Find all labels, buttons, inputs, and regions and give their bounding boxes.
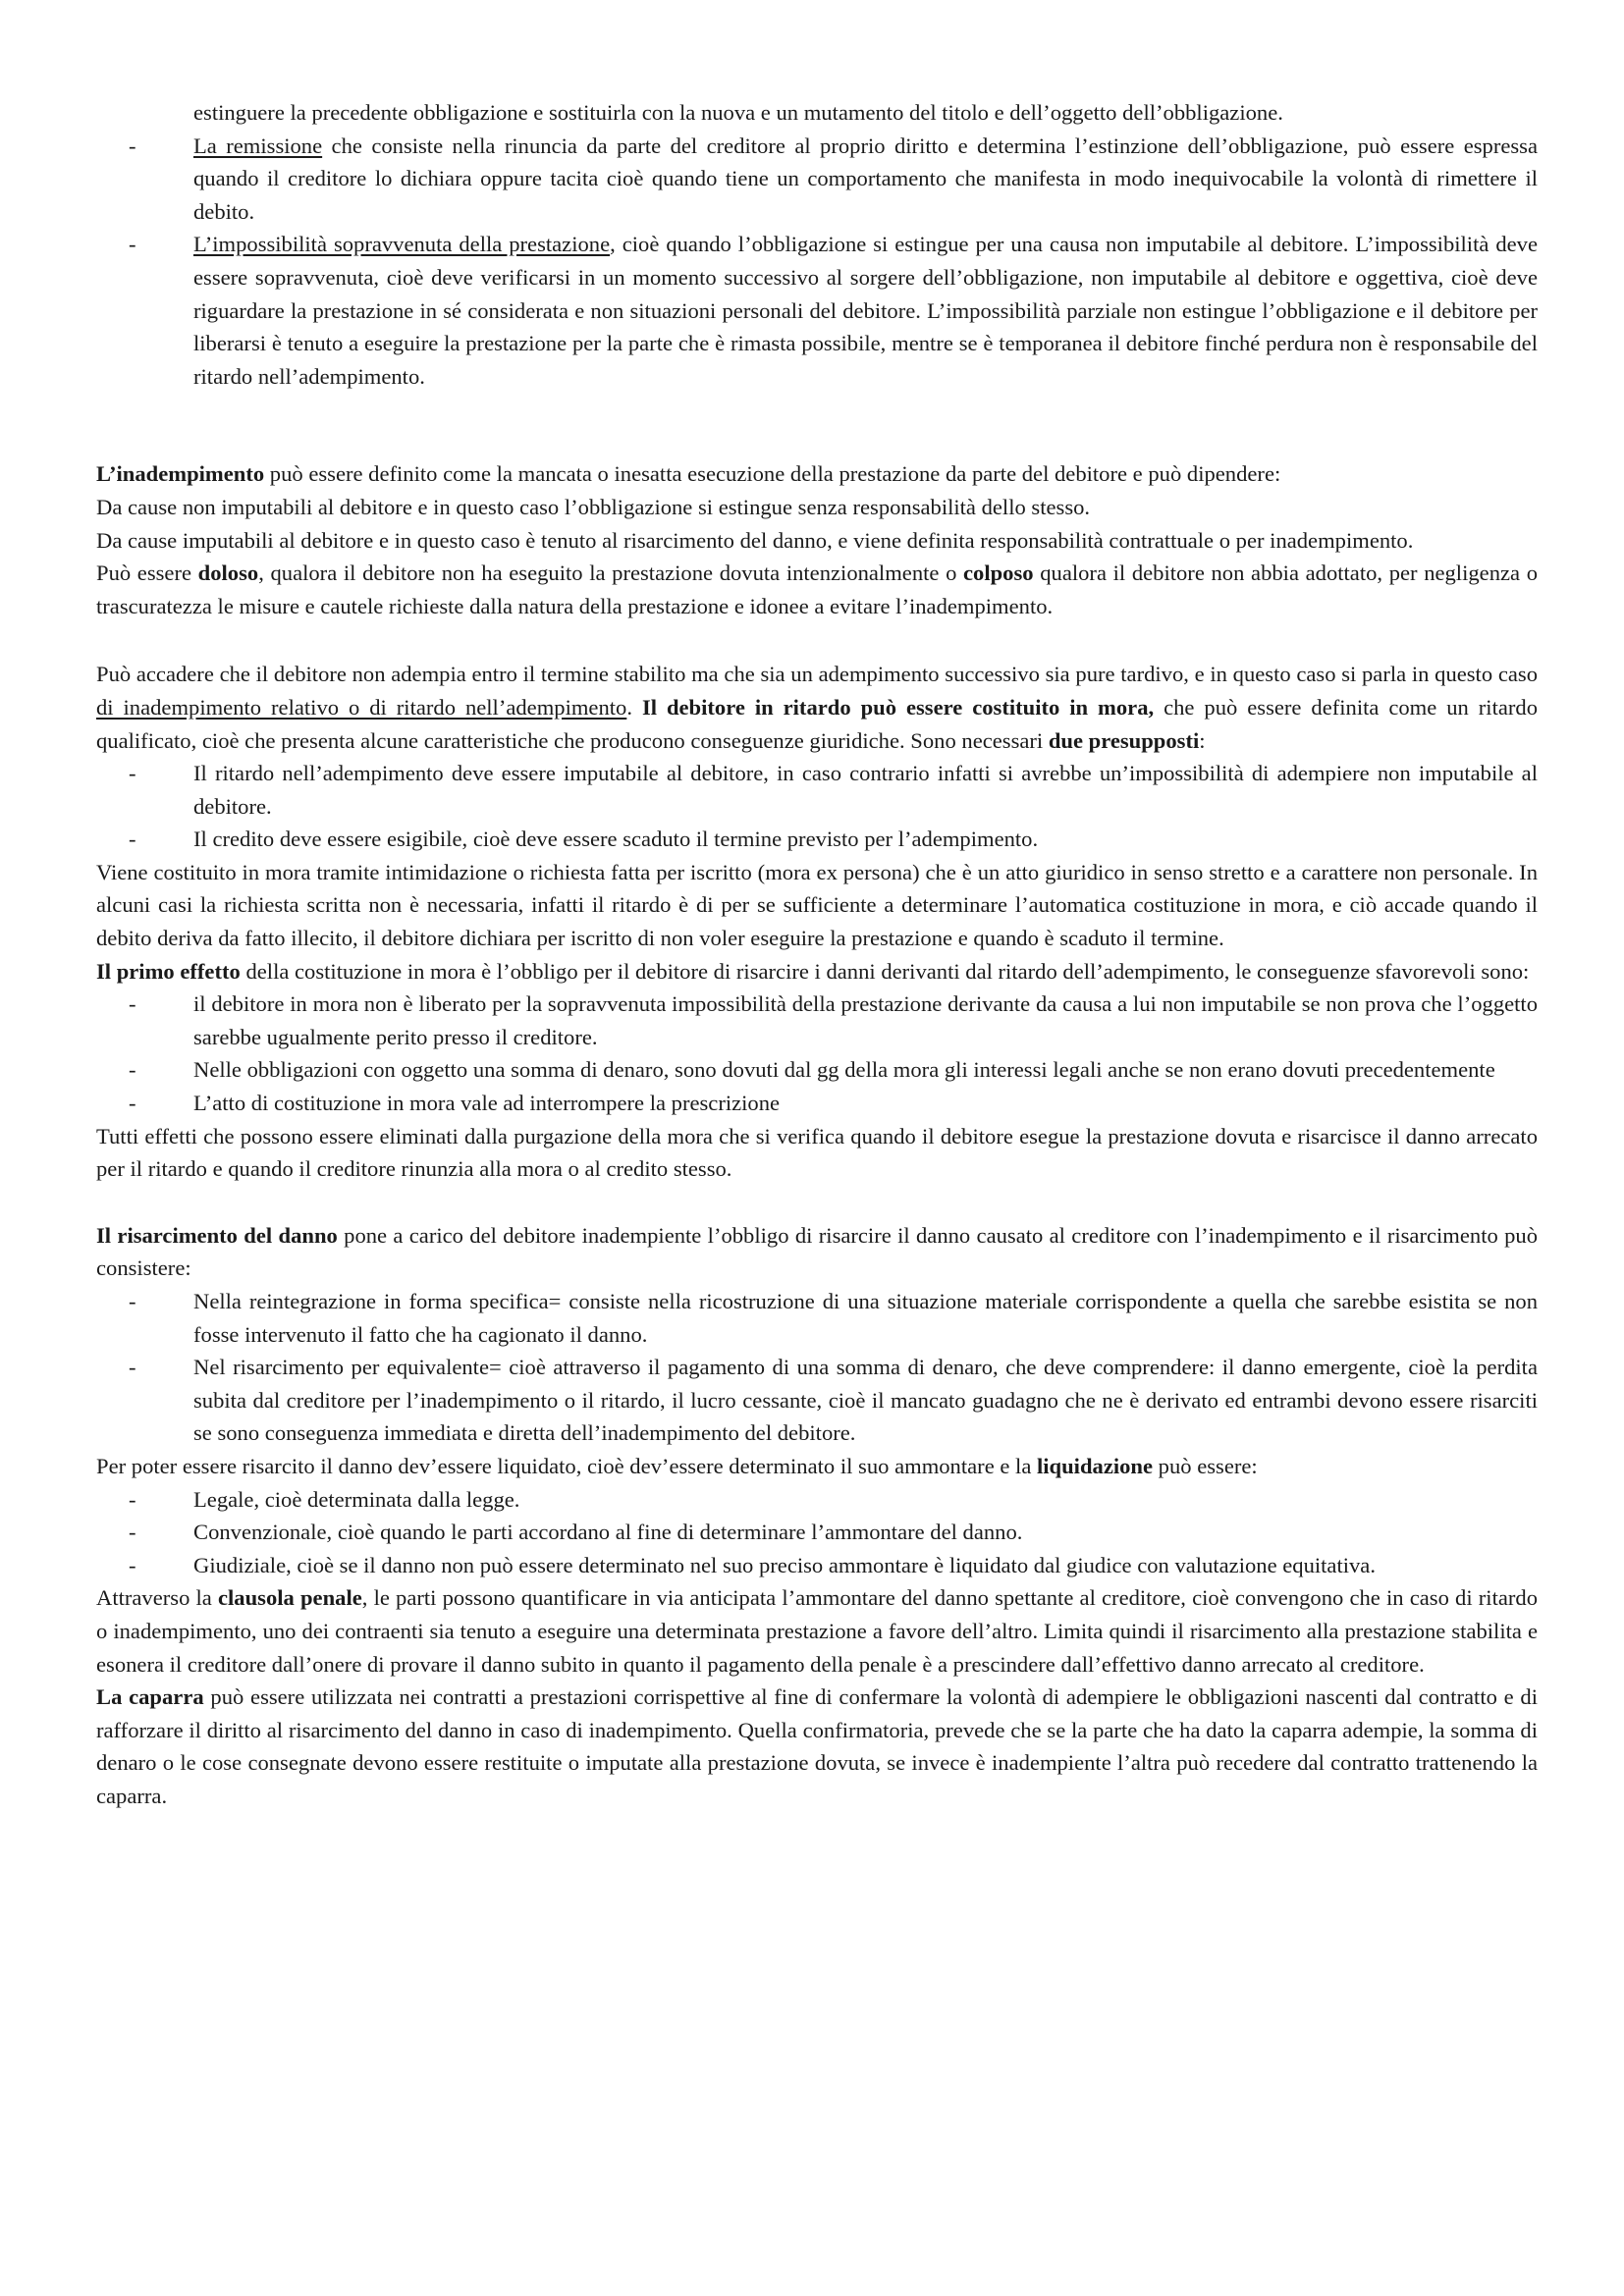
list-item: - il debitore in mora non è liberato per la sopravvenuta impossibilità della prestazione derivante da causa a lui non imputabile se non prova che l’oggetto sarebbe ugualmente perito presso il creditore.: [193, 988, 1538, 1053]
risarcimento-paragraph: [96, 1219, 1538, 1285]
liquidazione-list: [96, 1483, 1538, 1582]
paragraph: [96, 955, 1538, 988]
list-item: [193, 130, 1538, 229]
text-run: estinguere la precedente obbligazione e sostituirla con la nuova e un mutamento del titolo e dell’oggetto dell’obbligazione.: [193, 100, 1283, 125]
underlined-term: di inadempimento relativo o di ritardo nell’adempimento: [96, 694, 627, 720]
text-run: può essere utilizzata nei contratti a prestazioni corrispettive al fine di confermare la volontà di adempiere le obbligazioni nascenti dal contratto e di rafforzare il diritto al risarcimento del danno in caso di inadempimento. Quella confirmatoria, prevede che se la parte che ha dato la caparra adempie, la somma di denaro o le cose consegnate devono essere restituite o imputate alla prestazione dovuta, se invece è inadempiente l’altra può recedere dal contratto trattenendo la caparra.: [96, 1684, 1538, 1808]
inadempimento-section: [96, 457, 1538, 622]
paragraph: [96, 1581, 1538, 1681]
presupposti-list: [96, 757, 1538, 856]
list-item: - Nelle obbligazioni con oggetto una somma di denaro, sono dovuti dal gg della mora gli interessi legali anche se non erano dovuti precedentemente: [193, 1053, 1538, 1087]
list-item: - Nel risarcimento per equivalente= cioè attraverso il pagamento di una somma di denaro, che deve comprendere: il danno emergente, cioè la perdita subita dal creditore per l’inadempimento o il ritardo, il lucro cessante, cioè il mancato guadagno che ne è derivato ed entrambi devono essere risarciti se sono conseguenza immediata e diretta dell’inadempimento del debitore.: [193, 1351, 1538, 1450]
bold-term: clausola penale: [218, 1585, 362, 1611]
paragraph: [96, 457, 1538, 491]
text-run: .: [626, 694, 642, 720]
text-run: che può essere definita come un ritardo qualificato, cioè che presenta alcune caratteristiche che producono conseguenze giuridiche. Sono necessari: [96, 694, 1539, 753]
text-run: Per poter essere risarcito il danno dev’essere liquidato, cioè dev’essere determinato il suo ammontare e la: [96, 1453, 1037, 1478]
list-item: - Il ritardo nell’adempimento deve essere imputabile al debitore, in caso contrario infatti si avrebbe un’impossibilità di adempiere non imputabile al debitore.: [193, 757, 1538, 823]
text-run: Può essere: [96, 561, 198, 586]
paragraph: [96, 1681, 1538, 1812]
document-page: [96, 96, 1538, 1813]
closing-section: [96, 1581, 1538, 1812]
risarcimento-list: [96, 1285, 1538, 1450]
text-run: pone a carico del debitore inadempiente l’obbligo di risarcire il danno causato al creditore con l’inadempimento e il risarcimento può consistere:: [96, 1222, 1538, 1281]
list-item: - L’atto di costituzione in mora vale ad interrompere la prescrizione: [193, 1087, 1538, 1120]
paragraph: [96, 491, 1538, 524]
bold-term: Il debitore in ritardo può essere costituito in mora,: [641, 694, 1155, 720]
text-run: Da cause imputabili al debitore e in questo caso è tenuto al risarcimento del danno, e viene definita responsabilità contrattuale o per inadempimento.: [96, 527, 1414, 553]
intro-list: [96, 96, 1538, 393]
text-run: Attraverso la: [96, 1585, 218, 1611]
list-item: - Nella reintegrazione in forma specifica= consiste nella ricostruzione di una situazione materiale corrispondente a quella che sarebbe esistita se non fosse intervenuto il fatto che ha cagionato il danno.: [193, 1285, 1538, 1351]
underlined-term: La remissione: [193, 133, 323, 158]
list-item: - Il credito deve essere esigibile, cioè deve essere scaduto il termine previsto per l’adempimento.: [193, 823, 1538, 856]
liquidazione-paragraph: [96, 1450, 1538, 1483]
list-item: - Legale, cioè determinata dalla legge.: [193, 1483, 1538, 1517]
section-gap: [96, 622, 1538, 658]
text-run: che consiste nella rinuncia da parte del creditore al proprio diritto e determina l’estinzione dell’obbligazione, può essere espressa quando il creditore lo dichiara oppure tacita cioè quando tiene un comportamento che manifesta in modo inequivocabile la volontà di rimettere il debito.: [193, 133, 1538, 224]
bold-term: colposo: [963, 561, 1034, 586]
text-run: qualora il debitore non abbia adottato, per negligenza o trascuratezza le misure e cautele richieste dalla natura della prestazione e idonee a evitare l’inadempimento.: [96, 561, 1538, 618]
text-run: Può accadere che il debitore non adempia entro il termine stabilito ma che sia un adempimento successivo sia pure tardivo, e in questo caso si parla in questo caso: [96, 662, 1538, 687]
text-run: può essere definito come la mancata o inesatta esecuzione della prestazione da parte del debitore e può dipendere:: [264, 461, 1281, 487]
text-run: Viene costituito in mora tramite intimidazione o richiesta fatta per iscritto (mora ex persona) che è un atto giuridico in senso stretto e a carattere non personale. In alcuni casi la richiesta scritta non è necessaria, infatti il ritardo è di per se sufficiente a determinare l’automatica costituzione in mora, e ciò accade quando il debito deriva da fatto illecito, il debitore dichiara per iscritto di non voler eseguire la prestazione e quando è scaduto il termine.: [96, 859, 1538, 951]
bold-term: La caparra: [96, 1684, 204, 1710]
paragraph: [96, 524, 1538, 558]
bold-term: Il risarcimento del danno: [96, 1222, 338, 1248]
paragraph: [96, 557, 1538, 622]
bold-term: Il primo effetto: [96, 958, 241, 984]
text-run: Da cause non imputabili al debitore e in questo caso l’obbligazione si estingue senza responsabilità dello stesso.: [96, 494, 1091, 519]
section-gap: [96, 393, 1538, 457]
list-item: [193, 228, 1538, 393]
text-run: , cioè quando l’obbligazione si estingue per una causa non imputabile al debitore. L’impossibilità deve essere sopravvenuta, cioè deve verificarsi in un momento successivo al sorgere dell’obbligazione, non imputabile al debitore e oggettiva, cioè deve riguardare la prestazione in sé considerata e non situazioni personali del debitore. L’impossibilità parziale non estingue l’obbligazione e il debitore per liberarsi è tenuto a eseguire la prestazione per la parte che è rimasta possibile, mentre se è temporanea il debitore finché perdura non è responsabile del ritardo nell’adempimento.: [193, 232, 1538, 389]
bold-term: liquidazione: [1037, 1453, 1154, 1478]
section-gap: [96, 1186, 1538, 1219]
bold-term: doloso: [197, 561, 259, 586]
text-run: della costituzione in mora è l’obbligo per il debitore di risarcire i danni derivanti dal ritardo dell’adempimento, le conseguenze sfavorevoli sono:: [240, 958, 1530, 984]
list-item: - Convenzionale, cioè quando le parti accordano al fine di determinare l’ammontare del danno.: [193, 1516, 1538, 1549]
text-run: , le parti possono quantificare in via anticipata l’ammontare del danno spettante al creditore, cioè convengono che in caso di ritardo o inadempimento, uno dei contraenti sia tenuto a eseguire una determinata prestazione a favore dell’altro. Limita quindi il risarcimento alla prestazione stabilita e esonera il creditore dall’onere di provare il danno subito in quanto il pagamento della penale è a prescindere dall’effettivo danno arrecato al creditore.: [96, 1585, 1538, 1677]
effetti-list: [96, 988, 1538, 1119]
list-item: [193, 96, 1538, 130]
mora-paragraph: [96, 658, 1538, 757]
bold-term: L’inadempimento: [96, 461, 265, 487]
text-run: può essere:: [1153, 1453, 1258, 1478]
bold-term: due presupposti: [1048, 727, 1200, 753]
text-run: :: [1199, 727, 1206, 753]
costituzione-section: [96, 856, 1538, 988]
list-item: - Giudiziale, cioè se il danno non può essere determinato nel suo preciso ammontare è liquidato dal giudice con valutazione equitativa.: [193, 1549, 1538, 1582]
purgazione-paragraph: Tutti effetti che possono essere eliminati dalla purgazione della mora che si verifica quando il debitore esegue la prestazione dovuta e risarcisce il danno arrecato per il ritardo e quando il creditore rinunzia alla mora o al credito stesso.: [96, 1123, 1538, 1182]
paragraph: [96, 856, 1538, 955]
text-run: , qualora il debitore non ha eseguito la prestazione dovuta intenzionalmente o: [258, 561, 964, 586]
underlined-term: L’impossibilità sopravvenuta della prestazione: [193, 232, 611, 257]
